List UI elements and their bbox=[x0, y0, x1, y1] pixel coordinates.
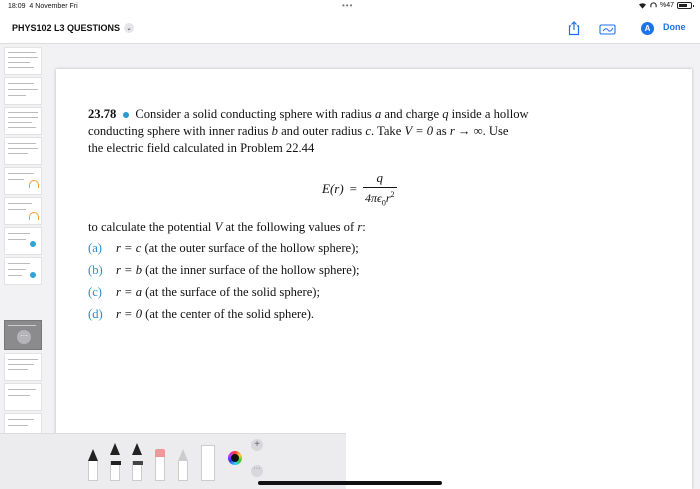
color-picker-icon[interactable] bbox=[228, 451, 242, 465]
difficulty-bullet-icon bbox=[123, 112, 129, 118]
field-equation bbox=[322, 170, 397, 207]
wifi-icon bbox=[638, 2, 647, 9]
bookmark-arc-icon bbox=[29, 212, 39, 220]
equation-equals: = bbox=[349, 180, 358, 196]
marker-dot-icon bbox=[28, 239, 38, 249]
page-thumbnail[interactable] bbox=[4, 167, 42, 195]
page-thumbnail[interactable] bbox=[4, 47, 42, 75]
problem-parts bbox=[88, 241, 360, 329]
document-page[interactable] bbox=[56, 69, 692, 489]
more-options-icon[interactable]: ··· bbox=[251, 465, 263, 477]
problem-part-b: (b) r = b (at the inner surface of the hollow sphere); bbox=[88, 263, 360, 277]
status-time: 18:09 4 November Fri bbox=[8, 3, 78, 10]
problem-line-1: 23.78 Consider a solid conducting sphere with radius a and charge q inside a hollow bbox=[88, 107, 529, 121]
markup-pen-icon[interactable] bbox=[599, 23, 617, 35]
page-thumbnail-selected[interactable] bbox=[4, 320, 42, 350]
status-right bbox=[638, 2, 692, 9]
lasso-tool-icon[interactable] bbox=[178, 449, 188, 481]
page-thumbnail[interactable] bbox=[4, 257, 42, 285]
problem-statement bbox=[88, 106, 668, 157]
problem-part-c: (c) r = a (at the surface of the solid sphere); bbox=[88, 285, 320, 299]
nav-bar bbox=[0, 14, 700, 44]
multitasking-dots-icon[interactable]: ••• bbox=[342, 1, 354, 10]
equation-fraction bbox=[363, 170, 397, 207]
page-thumbnail[interactable] bbox=[4, 383, 42, 411]
eraser-tool-icon[interactable] bbox=[155, 449, 165, 481]
status-bar bbox=[0, 0, 700, 14]
account-avatar-icon[interactable]: A bbox=[641, 22, 654, 35]
document-title: PHYS102 L3 QUESTIONS bbox=[12, 23, 121, 33]
page-thumbnail[interactable] bbox=[4, 197, 42, 225]
problem-part-a: (a) r = c (at the outer surface of the hollow sphere); bbox=[88, 241, 359, 255]
problem-intro: to calculate the potential V at the following values of r: bbox=[88, 220, 366, 234]
more-options-icon[interactable]: ··· bbox=[17, 330, 31, 344]
page-thumbnail[interactable] bbox=[4, 353, 42, 381]
page-thumbnail[interactable] bbox=[4, 107, 42, 135]
bookmark-arc-icon bbox=[29, 180, 39, 188]
done-button[interactable]: Done bbox=[663, 22, 686, 32]
problem-number: 23.78 bbox=[88, 107, 117, 121]
headphones-icon bbox=[650, 2, 657, 9]
page-thumbnail[interactable] bbox=[4, 227, 42, 255]
problem-line-2: conducting sphere with inner radius b and outer radius c. Take V = 0 as r → ∞. Use bbox=[88, 124, 509, 138]
marker-dot-icon bbox=[28, 270, 38, 280]
marker-tool-icon[interactable] bbox=[110, 443, 120, 481]
page-thumbnail[interactable] bbox=[4, 77, 42, 105]
equation-denominator: $4\pi\epsilon_0r^2$ bbox=[363, 187, 397, 207]
pen-tool-icon[interactable] bbox=[88, 449, 98, 481]
highlighter-tool-icon[interactable] bbox=[132, 443, 142, 481]
problem-line-3: the electric field calculated in Problem 22.44 bbox=[88, 141, 315, 155]
equation-lhs: E(r) bbox=[322, 180, 344, 196]
problem-part-d: (d) r = 0 (at the center of the solid sphere). bbox=[88, 307, 315, 321]
page-thumbnail-sidebar[interactable] bbox=[0, 45, 46, 489]
document-title-button[interactable] bbox=[12, 23, 134, 33]
share-icon[interactable] bbox=[568, 21, 580, 36]
page-thumbnail[interactable] bbox=[4, 137, 42, 165]
battery-icon bbox=[677, 2, 692, 9]
home-indicator[interactable] bbox=[258, 481, 442, 485]
equation-numerator: q bbox=[376, 170, 384, 185]
chevron-down-icon[interactable]: ⌄ bbox=[124, 23, 134, 33]
ruler-tool-icon[interactable] bbox=[201, 445, 215, 481]
battery-percent: %47 bbox=[659, 2, 674, 9]
add-icon[interactable]: + bbox=[251, 439, 263, 451]
